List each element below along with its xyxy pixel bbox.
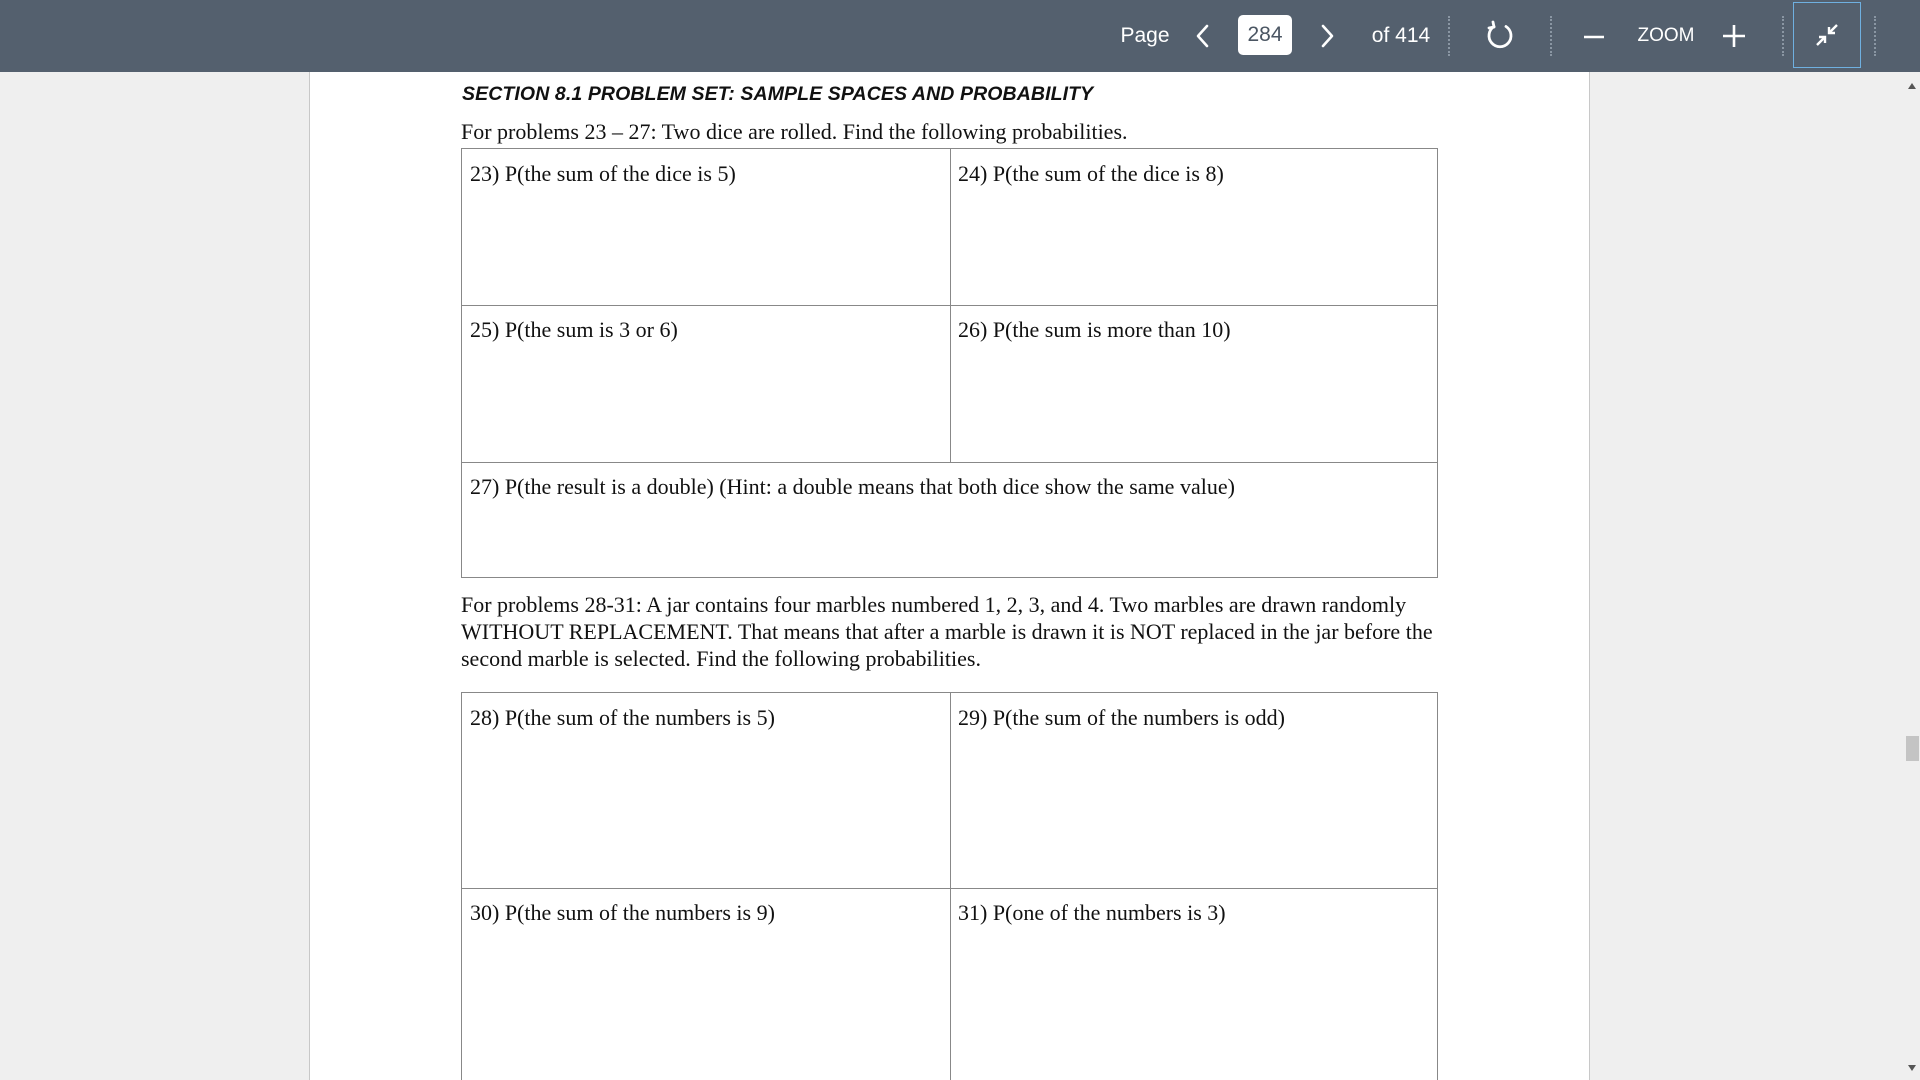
- toolbar-divider: [1874, 16, 1876, 56]
- marble-instructions: For problems 28-31: A jar contains four marbles numbered 1, 2, 3, and 4. Two marbles are drawn randomly WITHOUT REPLACEMENT. That means that after a marble is drawn it is NOT replaced in the jar before the second marble is selected. Find the following probabilities.: [461, 592, 1433, 671]
- marble-problem-table: [461, 692, 1438, 1080]
- page-number-input[interactable]: 284: [1238, 15, 1292, 55]
- exit-fullscreen-icon: [1813, 21, 1841, 49]
- toolbar-divider: [1782, 16, 1784, 56]
- plus-icon: [1721, 23, 1747, 49]
- rotate-button[interactable]: [1478, 0, 1522, 72]
- pdf-page: [309, 72, 1590, 1080]
- table-divider: [950, 693, 951, 1080]
- scrollbar-thumb[interactable]: [1906, 736, 1919, 761]
- arrow-up-icon: [1907, 82, 1917, 90]
- problem-cell: 30) P(the sum of the numbers is 9): [470, 900, 775, 925]
- problem-cell: 27) P(the result is a double) (Hint: a double means that both dice show the same value): [470, 474, 1235, 499]
- pdf-toolbar: [0, 0, 1920, 72]
- toolbar-divider: [1550, 16, 1552, 56]
- problem-cell: 25) P(the sum is 3 or 6): [470, 317, 678, 342]
- exit-fullscreen-button[interactable]: [1793, 2, 1861, 68]
- minus-icon: [1582, 24, 1606, 48]
- problem-cell: 26) P(the sum is more than 10): [958, 317, 1231, 342]
- vertical-scrollbar[interactable]: [1904, 72, 1920, 1080]
- zoom-label: ZOOM: [1637, 25, 1695, 46]
- scroll-up-button[interactable]: [1904, 78, 1920, 94]
- next-page-button[interactable]: [1306, 0, 1348, 72]
- problem-cell: 23) P(the sum of the dice is 5): [470, 161, 736, 186]
- toolbar-divider: [1448, 16, 1450, 56]
- problem-cell: 24) P(the sum of the dice is 8): [958, 161, 1224, 186]
- chevron-left-icon: [1194, 23, 1212, 49]
- arrow-down-icon: [1907, 1064, 1917, 1072]
- rotate-icon: [1484, 20, 1516, 52]
- dice-problem-table: [461, 148, 1438, 578]
- previous-page-button[interactable]: [1182, 0, 1224, 72]
- problem-cell: 28) P(the sum of the numbers is 5): [470, 705, 775, 730]
- section-title: SECTION 8.1 PROBLEM SET: SAMPLE SPACES AND PROBABILITY: [462, 83, 1094, 105]
- document-viewport[interactable]: [0, 72, 1904, 1080]
- scroll-down-button[interactable]: [1904, 1060, 1920, 1076]
- problem-cell: 31) P(one of the numbers is 3): [958, 900, 1226, 925]
- chevron-right-icon: [1318, 23, 1336, 49]
- page-count-label: of 414: [1371, 24, 1431, 47]
- zoom-in-button[interactable]: [1712, 0, 1756, 72]
- dice-instructions: For problems 23 – 27: Two dice are rolled. Find the following probabilities.: [461, 119, 1128, 144]
- problem-cell: 29) P(the sum of the numbers is odd): [958, 705, 1285, 730]
- zoom-out-button[interactable]: [1572, 0, 1616, 72]
- page-label: Page: [1120, 24, 1170, 47]
